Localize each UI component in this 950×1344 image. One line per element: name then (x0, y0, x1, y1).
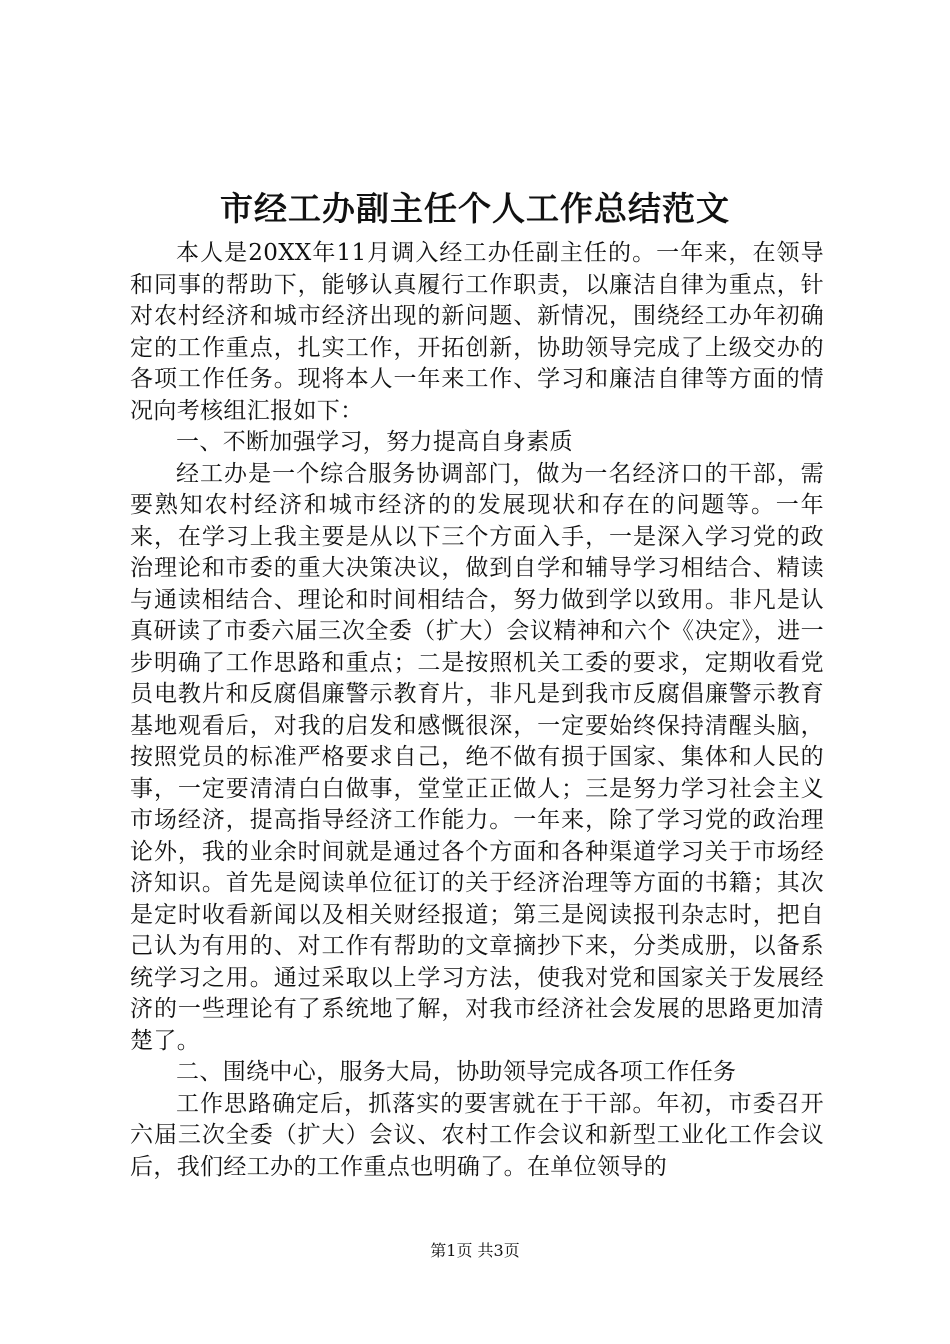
paragraph-intro: 本人是20XX年11月调入经工办任副主任的。一年来，在领导和同事的帮助下，能够认真履行工作职责，以廉洁自律为重点，针对农村经济和城市经济出现的新问题、新情况，围绕经工办年初确定的工作重点，扎实工作，开拓创新，协助领导完成了上级交办的各项工作任务。现将本人一年来工作、学习和廉洁自律等方面的情况向考核组汇报如下： (130, 240, 824, 424)
page-title: 市经工办副主任个人工作总结范文 (220, 189, 730, 228)
paragraph-work: 工作思路确定后，抓落实的要害就在于干部。年初，市委召开六届三次全委（扩大）会议、农村工作会议和新型工业化工作会议后，我们经工办的工作重点也明确了。在单位领导的 (130, 1090, 824, 1180)
page-footer: 第1页 共3页 (430, 1241, 520, 1260)
document-body (130, 238, 824, 1183)
paragraph-study: 经工办是一个综合服务协调部门，做为一名经济口的干部，需要熟知农村经济和城市经济的的发展现状和存在的问题等。一年来，在学习上我主要是从以下三个方面入手，一是深入学习党的政治理论和市委的重大决策决议，做到自学和辅导学习相结合、精读与通读相结合、理论和时间相结合，努力做到学以致用。非凡是认真研读了市委六届三次全委（扩大）会议精神和六个《决定》，进一步明确了工作思路和重点；二是按照机关工委的要求，定期收看党员电教片和反腐倡廉警示教育片，非凡是到我市反腐倡廉警示教育基地观看后，对我的启发和感慨很深，一定要始终保持清醒头脑，按照党员的标准严格要求自己，绝不做有损于国家、集体和人民的事，一定要清清白白做事，堂堂正正做人；三是努力学习社会主义市场经济，提高指导经济工作能力。一年来，除了学习党的政治理论外，我的业余时间就是通过各个方面和各种渠道学习关于市场经济知识。首先是阅读单位征订的关于经济治理等方面的书籍；其次是定时收看新闻以及相关财经报道；第三是阅读报刊杂志时，把自己认为有用的、对工作有帮助的文章摘抄下来，分类成册，以备系统学习之用。通过采取以上学习方法，使我对党和国家关于发展经济的一些理论有了系统地了解，对我市经济社会发展的思路更加清楚了。 (130, 460, 824, 1054)
section-heading-2: 二、围绕中心，服务大局，协助领导完成各项工作任务 (176, 1059, 737, 1085)
section-heading-1: 一、不断加强学习，努力提高自身素质 (176, 429, 573, 455)
